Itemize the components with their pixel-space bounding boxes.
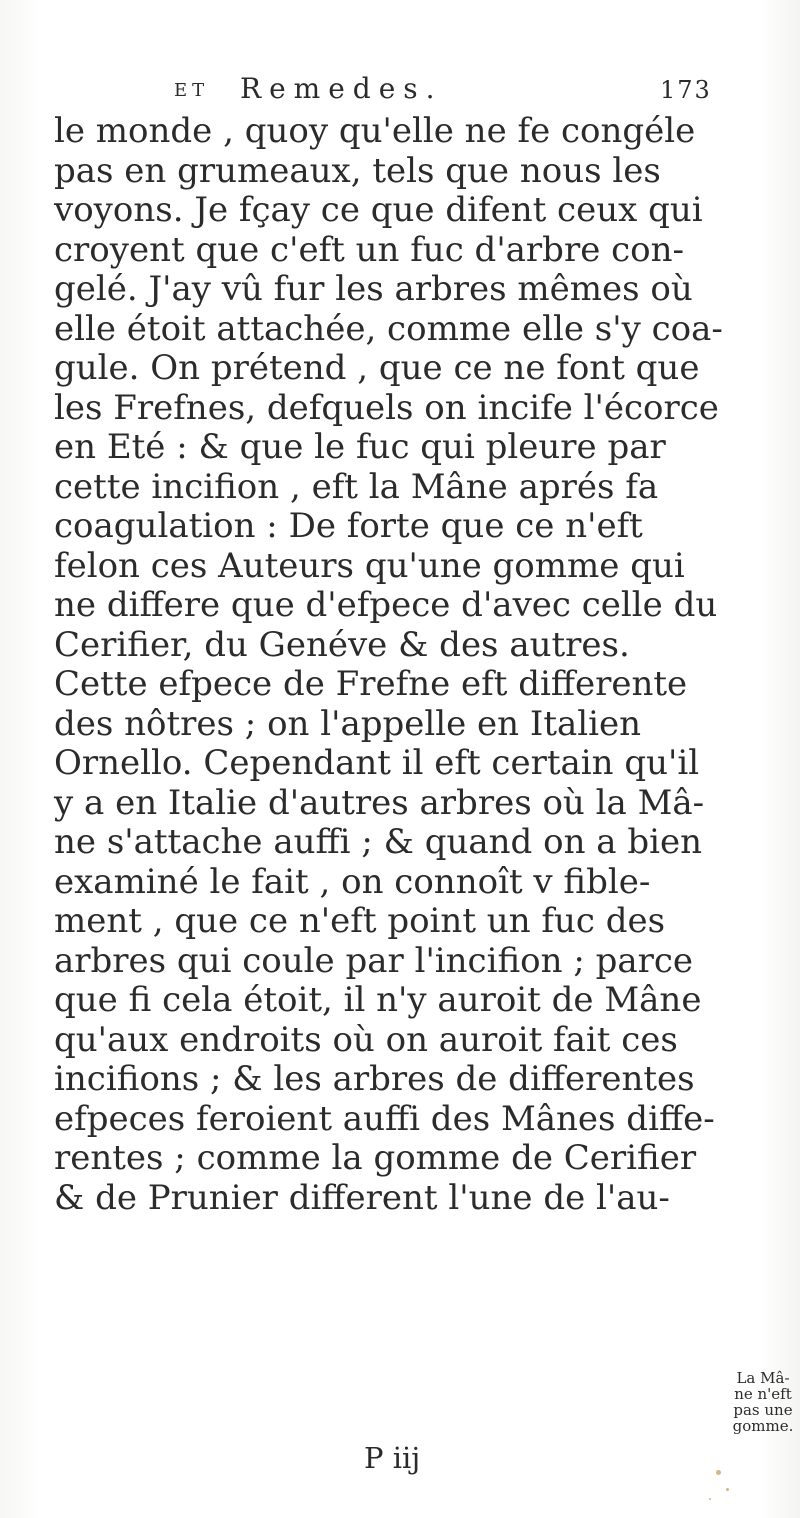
text-line: pas en grumeaux, tels que nous les	[54, 150, 661, 191]
text-line: gelé. J'ay vû fur les arbres mêmes où	[54, 269, 693, 309]
text-line: voyons. Je fçay ce que difent ceux qui	[54, 190, 703, 230]
body-text	[54, 112, 724, 1218]
text-line: y a en Italie d'autres arbres où la Mâ-	[54, 782, 705, 823]
margin-note	[728, 1370, 798, 1434]
text-line: qu'aux endroits où on auroit fait ces	[54, 1019, 678, 1060]
margin-note-line: La Mâ-	[736, 1369, 790, 1387]
text-line: croyent que c'eft un fuc d'arbre con-	[54, 229, 685, 270]
paper-speck	[726, 1488, 729, 1491]
text-line: gule. On prétend , que ce ne font que	[54, 348, 700, 388]
page-number: 173	[660, 76, 712, 104]
header-title: Remedes.	[240, 72, 443, 105]
margin-note-line: gomme.	[732, 1417, 794, 1435]
text-line: ment , que ce n'eft point un fuc des	[54, 901, 666, 941]
text-line: des nôtres ; on l'appelle en Italien	[54, 703, 642, 744]
running-header	[174, 72, 712, 112]
text-line: Ornello. Cependant il eft certain qu'il	[54, 743, 700, 783]
text-line: coagulation : De forte que ce n'eft	[54, 506, 643, 546]
margin-note-line: pas une	[733, 1401, 793, 1419]
text-line: en Eté : & que le fuc qui pleure par	[54, 427, 666, 467]
text-line: arbres qui coule par l'incifion ; parce	[54, 940, 694, 981]
signature-mark: P iij	[364, 1441, 421, 1475]
text-line: examiné le fait , on connoît v fible-	[54, 861, 651, 902]
text-line: elle étoit attachée, comme elle s'y coa-	[54, 308, 723, 349]
text-line: Cette efpece de Frefne eft differente	[54, 664, 688, 704]
text-line: efpeces feroient auffi des Mânes diffe-	[54, 1098, 715, 1139]
text-line: le monde , quoy qu'elle ne fe congéle	[54, 111, 696, 151]
paper-speck	[716, 1470, 721, 1475]
text-line: felon ces Auteurs qu'une gomme qui	[54, 545, 685, 586]
text-line: ne s'attache auffi ; & quand on a bien	[54, 822, 703, 862]
text-line: incifions ; & les arbres de differentes	[54, 1059, 695, 1099]
margin-note-line: ne n'eft	[734, 1385, 792, 1403]
text-line: les Frefnes, defquels on incife l'écorce	[54, 387, 719, 428]
paper-speck	[709, 1498, 711, 1500]
text-line: Cerifier, du Genéve & des autres.	[54, 624, 630, 665]
text-line: que fi cela étoit, il n'y auroit de Mâne	[54, 980, 702, 1020]
text-line: & de Prunier different l'une de l'au-	[54, 1177, 670, 1218]
header-et: ET	[174, 80, 210, 101]
text-line: cette incifion , eft la Mâne aprés fa	[54, 466, 659, 507]
text-line: rentes ; comme la gomme de Cerifier	[54, 1138, 697, 1178]
text-line: ne differe que d'efpece d'avec celle du	[54, 585, 718, 625]
